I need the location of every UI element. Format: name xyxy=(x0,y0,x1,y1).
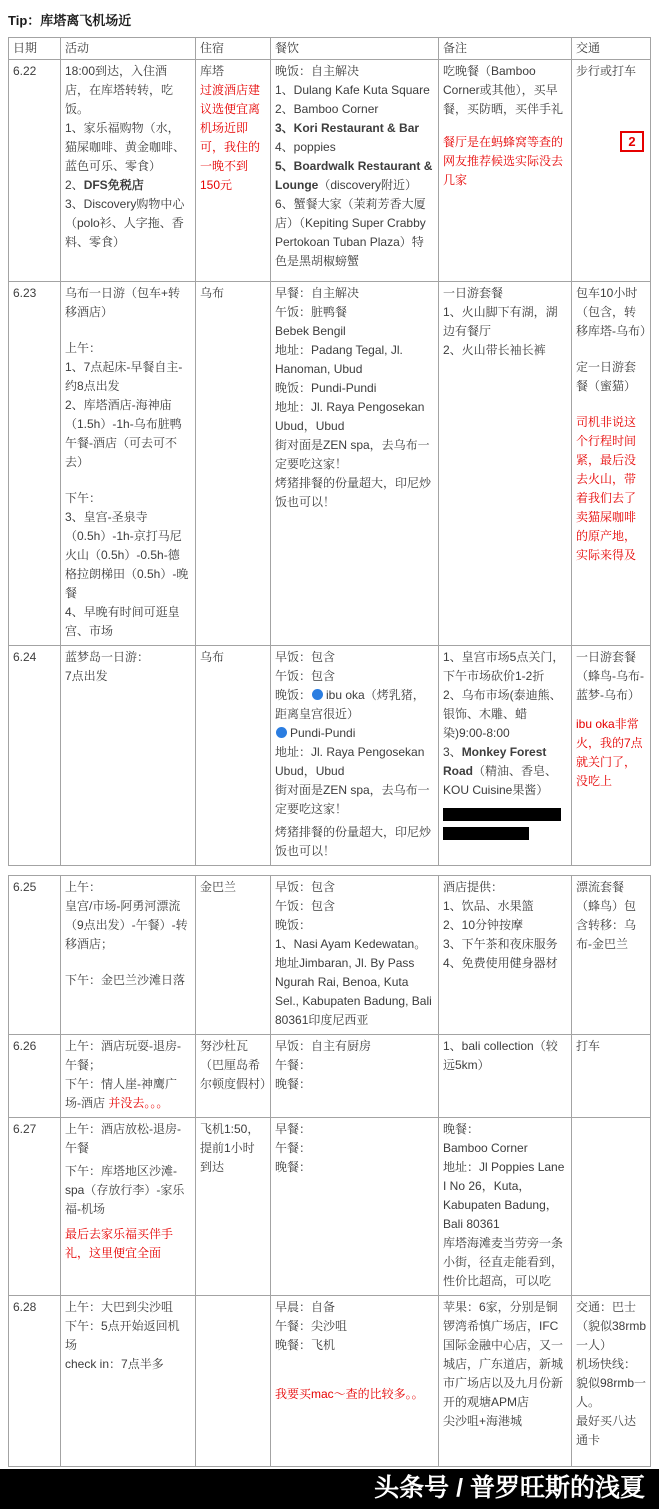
text-line xyxy=(275,436,434,474)
text-line xyxy=(576,131,646,152)
text-line xyxy=(443,1234,567,1291)
text-line xyxy=(443,648,567,686)
text-run: 早餐： xyxy=(275,1122,312,1136)
spacer xyxy=(443,119,567,133)
itinerary-table-1 xyxy=(8,37,651,866)
cell-transport-6.23 xyxy=(572,282,651,646)
text-line xyxy=(443,1139,567,1158)
text-line xyxy=(443,1158,567,1234)
text-line xyxy=(443,824,567,843)
text-run: 库塔 xyxy=(200,64,225,78)
text-line xyxy=(576,715,646,791)
text-run: 6.28 xyxy=(13,1300,37,1314)
text-run: 飞机1:50，提前1小时到达 xyxy=(200,1122,260,1174)
text-run: 午餐： xyxy=(275,1141,312,1155)
text-line xyxy=(275,1158,434,1177)
itinerary-row-6.25 xyxy=(9,876,651,1035)
itinerary-row-6.24 xyxy=(9,646,651,866)
text-line xyxy=(65,1120,191,1158)
text-run: 6.27 xyxy=(13,1122,37,1136)
text-line xyxy=(576,358,646,396)
spacer xyxy=(576,705,646,715)
text-line xyxy=(65,667,191,686)
text-line xyxy=(576,648,646,705)
text-run: 2、 xyxy=(65,178,84,192)
cell-stay-6.26 xyxy=(196,1035,271,1118)
text-line xyxy=(275,1120,434,1139)
text-line xyxy=(65,878,191,897)
itinerary-row-6.27 xyxy=(9,1118,651,1296)
text-line xyxy=(443,954,567,973)
text-line xyxy=(443,1037,567,1075)
itinerary-tables xyxy=(8,37,650,1467)
text-line xyxy=(275,823,434,861)
text-line xyxy=(275,157,434,195)
text-run: 一日游套餐 xyxy=(443,286,504,300)
text-run: 定一日游套餐（蜜猫） xyxy=(576,360,637,393)
text-run: 晚饭：Pundi-Pundi xyxy=(275,381,377,395)
text-line xyxy=(275,1385,434,1404)
text-line xyxy=(275,1336,434,1355)
text-run: 1、Nasi Ayam Kedewatan。地址Jimbaran, Jl. By Pass Ngurah Rai, Benoa, Kuta Sel., Kabupaten Badung, Bali 80361印度尼西亚 xyxy=(275,937,432,1027)
text-line xyxy=(275,322,434,341)
cell-activity-6.23 xyxy=(61,282,196,646)
cell-date-6.27 xyxy=(9,1118,61,1296)
text-run: 最好买八达通卡 xyxy=(576,1414,637,1447)
text-line xyxy=(13,648,56,667)
text-line xyxy=(65,1298,191,1317)
cell-notes-6.25 xyxy=(439,876,572,1035)
text-run: 上午：酒店玩耍-退房-午餐； xyxy=(65,1039,181,1072)
text-line xyxy=(576,1298,646,1355)
cell-activity-6.26 xyxy=(61,1035,196,1118)
cell-dining-6.24 xyxy=(271,646,439,866)
text-run: 打车 xyxy=(576,1039,601,1053)
text-line xyxy=(65,648,191,667)
itinerary-table-2 xyxy=(8,875,651,1467)
text-line xyxy=(13,878,56,897)
text-line xyxy=(576,413,646,565)
cell-date-6.28 xyxy=(9,1296,61,1467)
text-run: 6.23 xyxy=(13,286,37,300)
text-run: 乌布一日游（包车+转移酒店） xyxy=(65,286,181,319)
spacer xyxy=(65,954,191,971)
cell-activity-6.22 xyxy=(61,60,196,282)
text-line xyxy=(275,1075,434,1094)
text-line xyxy=(275,1056,434,1075)
text-run: 街对面是ZEN spa，去乌布一定要吃这家！ xyxy=(275,783,430,816)
text-run: 交通：巴士（貌似38rmb一人） xyxy=(576,1300,647,1352)
text-line xyxy=(275,686,434,724)
column-header-dining: 餐饮 xyxy=(271,38,439,60)
text-line xyxy=(65,1075,191,1113)
text-run: 苹果：6家，分别是铜锣湾希慎广场店，IFC国际金融中心店，又一城店，广东道店，新城市广场店以及九月份新开的观塘APM店 xyxy=(443,1300,564,1409)
cell-stay-6.25 xyxy=(196,876,271,1035)
cell-dining-6.22 xyxy=(271,60,439,282)
text-run: 酒店提供： xyxy=(443,880,504,894)
text-line xyxy=(13,1037,56,1056)
text-line xyxy=(275,1298,434,1317)
text-run: 午饭：包含 xyxy=(275,899,336,913)
text-line xyxy=(65,358,191,396)
text-run: 晚餐： xyxy=(275,1077,312,1091)
cell-notes-6.28 xyxy=(439,1296,572,1467)
cell-stay-6.22 xyxy=(196,60,271,282)
text-run: Pundi-Pundi xyxy=(290,726,356,740)
spacer xyxy=(65,472,191,489)
text-run: Bamboo Corner xyxy=(443,1141,528,1155)
column-header-date: 日期 xyxy=(9,38,61,60)
text-line xyxy=(275,303,434,322)
cell-date-6.22 xyxy=(9,60,61,282)
text-run: Monkey Forest Road xyxy=(443,745,547,778)
blue-marker-icon xyxy=(276,727,287,738)
watermark-footer: 头条号 / 普罗旺斯的浅夏 xyxy=(0,1469,659,1509)
text-run: 烤猪排餐的份量超大，印尼炒饭也可以！ xyxy=(275,825,432,858)
text-line xyxy=(65,971,191,990)
text-run: 6.24 xyxy=(13,650,37,664)
text-line xyxy=(443,1412,567,1431)
text-line xyxy=(200,878,266,897)
text-run: 库塔海滩麦当劳旁一条小街，径直走能看到，性价比超高，可以吃 xyxy=(443,1236,564,1288)
text-line xyxy=(65,1355,191,1374)
text-line xyxy=(275,781,434,819)
text-run: 餐厅是在蚂蜂窝等查的网友推荐候选实际没去几家 xyxy=(443,135,564,187)
text-line xyxy=(443,878,567,897)
text-run: 3、Kori Restaurant & Bar xyxy=(275,121,420,135)
text-run: check in：7点半多 xyxy=(65,1357,164,1371)
text-line xyxy=(576,878,646,954)
text-run: 尖沙咀+海港城 xyxy=(443,1414,523,1428)
text-line xyxy=(443,916,567,935)
text-run: 上午： xyxy=(65,880,102,894)
text-run: 包车10小时（包含，转移库塔-乌布） xyxy=(576,286,652,338)
text-run: 地址：Jl Poppies Lane I No 26，Kuta，Kabupaten Badung，Bali 80361 xyxy=(443,1160,565,1231)
text-run: 2、火山带长袖长裤 xyxy=(443,343,546,357)
spacer xyxy=(65,322,191,339)
text-line xyxy=(275,743,434,781)
text-line xyxy=(576,62,646,81)
text-line xyxy=(13,1120,56,1139)
cell-date-6.25 xyxy=(9,876,61,1035)
text-line xyxy=(65,119,191,176)
text-run: 早餐：自主解决 xyxy=(275,286,360,300)
text-run: 6.26 xyxy=(13,1039,37,1053)
text-line xyxy=(65,1037,191,1075)
text-run: 晚餐：飞机 xyxy=(275,1338,336,1352)
text-line xyxy=(275,667,434,686)
text-run: 午饭：包含 xyxy=(275,669,336,683)
text-run: 司机非说这个行程时间紧，最后没去火山，带着我们去了卖猫屎咖啡的原产地，实际来得及 xyxy=(576,415,637,562)
text-run: 漂流套餐（蜂鸟）包含转移：乌布-金巴兰 xyxy=(576,880,637,951)
text-line xyxy=(275,341,434,379)
text-line xyxy=(275,1139,434,1158)
text-line xyxy=(65,603,191,641)
text-line xyxy=(576,284,652,341)
text-run: 步行或打车 xyxy=(576,64,637,78)
text-line xyxy=(275,897,434,916)
text-run: 午饭：脏鸭餐 xyxy=(275,305,348,319)
text-line xyxy=(200,62,266,81)
text-line xyxy=(275,1037,434,1056)
cell-notes-6.26 xyxy=(439,1035,572,1118)
text-run: Bebek Bengil xyxy=(275,324,346,338)
text-line xyxy=(275,398,434,436)
text-line xyxy=(65,489,191,508)
text-run: 最后去家乐福买伴手礼，这里便宜全面 xyxy=(65,1227,174,1260)
text-run: 7点出发 xyxy=(65,669,108,683)
cell-notes-6.24 xyxy=(439,646,572,866)
text-line xyxy=(443,897,567,916)
text-line xyxy=(65,508,191,603)
text-line xyxy=(13,62,56,81)
text-line xyxy=(65,1162,191,1219)
text-run: 2、库塔酒店-海神庙（1.5h）-1h-乌布脏鸭午餐-酒店（可去可不去） xyxy=(65,398,182,469)
text-run: 下午： xyxy=(65,491,102,505)
text-line xyxy=(275,195,434,271)
text-run: 我要买mac～查的比较多。。 xyxy=(275,1387,424,1401)
text-run: 下午：5点开始返回机场 xyxy=(65,1319,180,1352)
text-run: 地址：Jl. Raya Pengosekan Ubud，Ubud xyxy=(275,745,425,778)
text-run: （discovery附近） xyxy=(318,178,418,192)
cell-transport-6.25 xyxy=(572,876,651,1035)
text-run: 晚餐： xyxy=(275,1160,312,1174)
text-run: 晚饭：自主解决 xyxy=(275,64,360,78)
text-run: 3、Discovery购物中心（polo衫、人字拖、香料、零食） xyxy=(65,197,185,249)
text-line xyxy=(65,897,191,954)
text-line xyxy=(275,284,434,303)
text-run: 2、10分钟按摩 xyxy=(443,918,524,932)
cell-dining-6.23 xyxy=(271,282,439,646)
redacted-bar xyxy=(443,808,561,821)
text-run: 乌布 xyxy=(200,650,225,664)
text-run: 乌布 xyxy=(200,286,225,300)
cell-transport-6.28 xyxy=(572,1296,651,1467)
text-run: 2、乌布市场(泰迪熊、银饰、木雕、蜡染)9:00-8:00 xyxy=(443,688,562,740)
text-run: 午餐：尖沙咀 xyxy=(275,1319,348,1333)
text-run: 2、Bamboo Corner xyxy=(275,102,379,116)
text-run: 地址：Jl. Raya Pengosekan Ubud，Ubud xyxy=(275,400,425,433)
text-run: 机场快线：貌似98rmb一人。 xyxy=(576,1357,647,1409)
text-line xyxy=(275,62,434,81)
text-run: 蓝梦岛一日游： xyxy=(65,650,150,664)
spacer xyxy=(576,341,646,358)
text-line xyxy=(65,396,191,472)
cell-transport-6.24 xyxy=(572,646,651,866)
column-header-transport: 交通 xyxy=(572,38,651,60)
text-run: 早饭：自主有厨房 xyxy=(275,1039,372,1053)
cell-transport-6.22 xyxy=(572,60,651,282)
cell-transport-6.26 xyxy=(572,1035,651,1118)
text-line xyxy=(443,303,567,341)
text-line xyxy=(443,133,567,190)
itinerary-row-6.23 xyxy=(9,282,651,646)
text-run: 努沙杜瓦（巴厘岛希尔顿度假村） xyxy=(200,1039,273,1091)
cell-dining-6.25 xyxy=(271,876,439,1035)
text-run: 晚饭： xyxy=(275,688,312,702)
text-run: 1、家乐福购物（水，猫屎咖啡、黄金咖啡、蓝色可乐、零食） xyxy=(65,121,186,173)
cell-activity-6.24 xyxy=(61,646,196,866)
text-run: 1、Dulang Kafe Kuta Square xyxy=(275,83,430,97)
text-line xyxy=(443,341,567,360)
text-line xyxy=(275,119,434,138)
text-line xyxy=(275,1317,434,1336)
cell-activity-6.25 xyxy=(61,876,196,1035)
cell-dining-6.26 xyxy=(271,1035,439,1118)
red-box-badge: 2 xyxy=(620,131,644,152)
text-run: 1、7点起床-早餐自主-约8点出发 xyxy=(65,360,183,393)
column-header-stay: 住宿 xyxy=(196,38,271,60)
text-run: ibu oka非常火，我的7点就关门了，没吃上 xyxy=(576,717,643,788)
cell-dining-6.27 xyxy=(271,1118,439,1296)
text-line xyxy=(275,878,434,897)
text-run: 1、火山脚下有湖，湖边有餐厅 xyxy=(443,305,558,338)
text-run: 下午：金巴兰沙滩日落 xyxy=(65,973,186,987)
itinerary-row-6.22 xyxy=(9,60,651,282)
spacer xyxy=(576,396,646,413)
text-run: 晚饭： xyxy=(275,918,312,932)
cell-stay-6.23 xyxy=(196,282,271,646)
text-run: 金巴兰 xyxy=(200,880,237,894)
text-line xyxy=(65,176,191,195)
text-run: 地址：Padang Tegal, Jl. Hanoman, Ubud xyxy=(275,343,403,376)
text-line xyxy=(65,62,191,119)
text-run: DFS免税店 xyxy=(83,178,144,192)
spacer xyxy=(275,1355,434,1385)
text-run: 1、饮品、水果篮 xyxy=(443,899,534,913)
text-run: 午餐： xyxy=(275,1058,312,1072)
text-run: 6.25 xyxy=(13,880,37,894)
text-run: 下午：库塔地区沙滩-spa（存放行李）-家乐福-机场 xyxy=(65,1164,185,1216)
cell-stay-6.27 xyxy=(196,1118,271,1296)
tip-note: Tip：库塔离飞机场近 xyxy=(8,13,132,28)
cell-notes-6.23 xyxy=(439,282,572,646)
text-line xyxy=(443,1120,567,1139)
text-line xyxy=(65,1225,191,1263)
itinerary-row-6.28 xyxy=(9,1296,651,1467)
header-row xyxy=(9,38,651,60)
text-run: 6.22 xyxy=(13,64,37,78)
column-header-activity: 活动 xyxy=(61,38,196,60)
text-line xyxy=(275,100,434,119)
text-run: 6、蟹餐大家（茉莉芳香大厦店）（Kepiting Super Crabby Pertokoan Tuban Plaza）特色是黑胡椒螃蟹 xyxy=(275,197,426,268)
column-header-notes: 备注 xyxy=(439,38,572,60)
text-line xyxy=(275,916,434,935)
text-line xyxy=(200,648,266,667)
text-run: 3、 xyxy=(443,745,462,759)
cell-stay-6.24 xyxy=(196,646,271,866)
text-run: 吃晚餐（Bamboo Corner或其他），买早餐，买防晒，买伴手礼 xyxy=(443,64,564,116)
text-run: ibu oka（烤乳猪，距离皇宫很近） xyxy=(275,688,425,721)
text-run: 4、免费使用健身器材 xyxy=(443,956,558,970)
text-line xyxy=(200,1120,266,1177)
text-run: 晚餐： xyxy=(443,1122,480,1136)
text-line xyxy=(13,1298,56,1317)
text-line xyxy=(275,935,434,1030)
text-run: 烤猪排餐的份量超大，印尼炒饭也可以！ xyxy=(275,476,432,509)
text-line xyxy=(275,648,434,667)
redacted-bar xyxy=(443,827,529,840)
text-run: 早饭：包含 xyxy=(275,650,336,664)
text-line xyxy=(200,81,266,195)
cell-date-6.24 xyxy=(9,646,61,866)
text-line xyxy=(13,284,56,303)
text-line xyxy=(576,1037,646,1056)
text-line xyxy=(443,62,567,119)
blue-marker-icon xyxy=(312,689,323,700)
cell-notes-6.22 xyxy=(439,60,572,282)
text-line xyxy=(65,339,191,358)
text-run: 3、皇宫-圣泉寺（0.5h）-1h-京打马尼火山（0.5h）-0.5h-德格拉朗梯田（0.5h）-晚餐 xyxy=(65,510,189,600)
cell-activity-6.28 xyxy=(61,1296,196,1467)
cell-stay-6.28 xyxy=(196,1296,271,1467)
text-run: 并没去。。。 xyxy=(108,1096,169,1110)
text-run: 1、bali collection（较远5km） xyxy=(443,1039,558,1072)
text-line xyxy=(200,284,266,303)
text-run: 上午： xyxy=(65,341,102,355)
text-line xyxy=(65,195,191,252)
text-run: 早晨：自备 xyxy=(275,1300,336,1314)
text-line xyxy=(275,474,434,512)
text-run: 4、poppies xyxy=(275,140,336,154)
text-run: 过渡酒店建议选便宜离机场近即可，我住的一晚不到150元 xyxy=(200,83,261,192)
cell-notes-6.27 xyxy=(439,1118,572,1296)
itinerary-row-6.26 xyxy=(9,1035,651,1118)
text-line xyxy=(275,379,434,398)
text-run: 4、早晚有时间可逛皇宫、市场 xyxy=(65,605,180,638)
text-run: 18:00到达，入住酒店，在库塔转转，吃饭。 xyxy=(65,64,174,116)
text-line xyxy=(443,743,567,800)
cell-activity-6.27 xyxy=(61,1118,196,1296)
text-run: 皇宫/市场-阿勇河漂流（9点出发）-午餐）-转移酒店； xyxy=(65,899,188,951)
cell-date-6.26 xyxy=(9,1035,61,1118)
text-line xyxy=(275,138,434,157)
spacer xyxy=(576,81,646,131)
text-line xyxy=(65,1317,191,1355)
cell-dining-6.28 xyxy=(271,1296,439,1467)
text-run: 早饭：包含 xyxy=(275,880,336,894)
text-line xyxy=(200,1037,273,1094)
text-run: 街对面是ZEN spa，去乌布一定要吃这家！ xyxy=(275,438,430,471)
text-line xyxy=(443,686,567,743)
text-line xyxy=(275,724,434,743)
text-run: 上午：大巴到尖沙咀 xyxy=(65,1300,174,1314)
cell-transport-6.27 xyxy=(572,1118,651,1296)
text-run: 下午：情人崖-神鹰广场-酒店 xyxy=(65,1077,177,1110)
text-line xyxy=(576,1355,646,1412)
text-run: 5、Boardwalk Restaurant & Lounge xyxy=(275,159,433,192)
text-run: （精油、香皂、KOU Cuisine果酱） xyxy=(443,764,558,797)
text-line xyxy=(576,1412,646,1450)
text-line xyxy=(275,81,434,100)
text-line xyxy=(443,935,567,954)
text-line xyxy=(443,1298,567,1412)
text-line xyxy=(443,284,567,303)
cell-date-6.23 xyxy=(9,282,61,646)
text-line xyxy=(443,805,567,824)
text-line xyxy=(65,284,191,322)
text-run: 上午：酒店放松-退房-午餐 xyxy=(65,1122,181,1155)
text-run: 一日游套餐（蜂鸟-乌布-蓝梦-乌布） xyxy=(576,650,644,702)
text-run: 3、下午茶和夜床服务 xyxy=(443,937,558,951)
text-run: 1、皇宫市场5点关门，下午市场砍价1-2折 xyxy=(443,650,565,683)
